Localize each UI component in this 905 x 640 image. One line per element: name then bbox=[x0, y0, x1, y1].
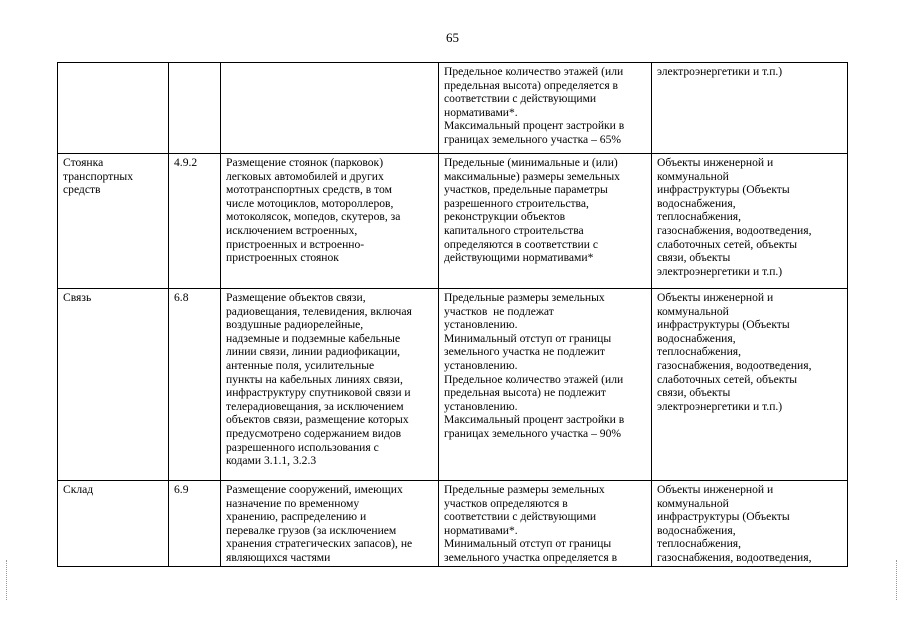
table-row bbox=[58, 154, 848, 289]
infrastructure-objects bbox=[652, 481, 848, 567]
cell-line: Размещение стоянок (парковок) bbox=[226, 156, 384, 169]
cell-line: теплоснабжения, bbox=[657, 345, 742, 359]
cell-line: газоснабжения, водоотведения, bbox=[657, 223, 812, 237]
cell-line: определяются в соответствии с bbox=[444, 237, 598, 251]
cell-line: Минимальный отступ от границы bbox=[444, 331, 612, 345]
cell-line: установлению. bbox=[444, 399, 518, 413]
cell-line: установлению. bbox=[444, 318, 518, 332]
use-type-code bbox=[169, 154, 221, 289]
use-type-description bbox=[221, 481, 439, 567]
use-type-code-text: 6.8 bbox=[174, 291, 189, 304]
cell-line: инфраструктуры (Объекты bbox=[657, 183, 790, 197]
use-type-name-text: Связь bbox=[63, 291, 92, 304]
cell-line: Размещение объектов связи, bbox=[226, 291, 366, 304]
cell-line: Максимальный процент застройки в bbox=[444, 413, 625, 427]
limit-parameters bbox=[439, 289, 652, 481]
cell-line: связи, объекты bbox=[657, 251, 731, 265]
cell-line: Предельные размеры земельных bbox=[444, 483, 605, 496]
use-type-name bbox=[58, 63, 169, 154]
cell-line: мототранспортных средств, в том bbox=[226, 183, 392, 197]
use-type-code-text: 6.9 bbox=[174, 483, 189, 496]
use-type-code-text: 4.9.2 bbox=[174, 156, 198, 169]
cell-line: электроэнергетики и т.п.) bbox=[657, 399, 783, 413]
cell-line: Объекты инженерной и bbox=[657, 291, 774, 304]
cell-line: предельная высота) определяется в bbox=[444, 78, 619, 92]
cell-line: инфраструктуры (Объекты bbox=[657, 510, 790, 524]
infrastructure-objects bbox=[652, 289, 848, 481]
cell-line: слаботочных сетей, объекты bbox=[657, 237, 798, 251]
use-type-description bbox=[221, 289, 439, 481]
use-type-code bbox=[169, 481, 221, 567]
cell-line: теплоснабжения, bbox=[657, 537, 742, 551]
cell-line: действующими нормативами* bbox=[444, 251, 594, 265]
use-type-name bbox=[58, 481, 169, 567]
cell-line: нормативами*. bbox=[444, 523, 518, 537]
cell-line: связи, объекты bbox=[657, 386, 731, 400]
cell-line: Размещение сооружений, имеющих bbox=[226, 483, 403, 496]
cell-line: земельного участка определяется в bbox=[444, 550, 618, 564]
cell-line: предельная высота) не подлежит bbox=[444, 386, 606, 400]
cell-line: надземные и подземные кабельные bbox=[226, 331, 401, 345]
cell-line: назначение по временному bbox=[226, 496, 360, 510]
use-type-code bbox=[169, 289, 221, 481]
cell-line: максимальные) размеры земельных bbox=[444, 169, 620, 183]
cell-line: коммунальной bbox=[657, 169, 729, 183]
use-type-name bbox=[58, 154, 169, 289]
cell-line: хранению, распределению и bbox=[226, 510, 367, 524]
cell-line: объектов связи, размещение которых bbox=[226, 413, 409, 427]
cell-line: участков не подлежат bbox=[444, 304, 554, 318]
page-number: 65 bbox=[446, 30, 459, 45]
cell-line: водоснабжения, bbox=[657, 523, 736, 537]
cell-line: Объекты инженерной и bbox=[657, 483, 774, 496]
table-body bbox=[58, 63, 848, 567]
cell-line: являющихся частями bbox=[226, 550, 331, 564]
cell-line: границах земельного участка – 65% bbox=[444, 132, 622, 146]
use-type-code bbox=[169, 63, 221, 154]
cell-line: Объекты инженерной и bbox=[657, 156, 774, 169]
use-type-description bbox=[221, 63, 439, 154]
cell-line: разрешенного использования с bbox=[226, 440, 379, 454]
cell-line: кодами 3.1.1, 3.2.3 bbox=[226, 454, 317, 468]
cell-line: Предельное количество этажей (или bbox=[444, 372, 624, 386]
cell-line: коммунальной bbox=[657, 304, 729, 318]
use-type-name bbox=[58, 289, 169, 481]
infrastructure-objects bbox=[652, 154, 848, 289]
cell-line: предусмотрено содержанием видов bbox=[226, 426, 402, 440]
cell-line: инфраструктуру спутниковой связи и bbox=[226, 386, 411, 400]
cell-line: инфраструктуры (Объекты bbox=[657, 318, 790, 332]
cell-line: газоснабжения, водоотведения, bbox=[657, 550, 812, 564]
cell-line: капитального строительства bbox=[444, 223, 584, 237]
cell-line: участков определяются в bbox=[444, 496, 568, 510]
cell-line: легковых автомобилей и других bbox=[226, 169, 384, 183]
cell-line: телерадиовещания, за исключением bbox=[226, 399, 404, 413]
use-type-name-text: Стоянка транспортных средств bbox=[63, 156, 134, 197]
cell-line: участков, предельные параметры bbox=[444, 183, 608, 197]
table-row bbox=[58, 63, 848, 154]
cell-line: земельного участка не подлежит bbox=[444, 345, 605, 359]
scan-margin-mark bbox=[896, 560, 899, 600]
cell-line: перевалке грузов (за исключением bbox=[226, 523, 397, 537]
use-type-name-text: Склад bbox=[63, 483, 94, 496]
cell-line: Минимальный отступ от границы bbox=[444, 537, 612, 551]
cell-line: слаботочных сетей, объекты bbox=[657, 372, 798, 386]
cell-line: пристроенных стоянок bbox=[226, 251, 339, 265]
use-type-description bbox=[221, 154, 439, 289]
scan-margin-mark bbox=[6, 560, 9, 600]
cell-line: водоснабжения, bbox=[657, 331, 736, 345]
table-row bbox=[58, 481, 848, 567]
cell-line: границах земельного участка – 90% bbox=[444, 426, 622, 440]
cell-line: хранения стратегических запасов), не bbox=[226, 537, 413, 551]
cell-line: коммунальной bbox=[657, 496, 729, 510]
cell-line: Предельные размеры земельных bbox=[444, 291, 605, 304]
cell-line: числе мотоциклов, мотороллеров, bbox=[226, 196, 394, 210]
cell-line: газоснабжения, водоотведения, bbox=[657, 358, 812, 372]
zoning-table bbox=[57, 62, 848, 567]
cell-line: антенные поля, усилительные bbox=[226, 358, 375, 372]
cell-line: водоснабжения, bbox=[657, 196, 736, 210]
cell-line: пункты на кабельных линиях связи, bbox=[226, 372, 403, 386]
limit-parameters bbox=[439, 63, 652, 154]
cell-line: линии связи, линии радиофикации, bbox=[226, 345, 401, 359]
cell-line: Максимальный процент застройки в bbox=[444, 119, 625, 133]
limit-parameters bbox=[439, 481, 652, 567]
limit-parameters bbox=[439, 154, 652, 289]
cell-line: Предельное количество этажей (или bbox=[444, 65, 624, 78]
cell-line: реконструкции объектов bbox=[444, 210, 566, 224]
cell-line: установлению. bbox=[444, 358, 518, 372]
cell-line: мотоколясок, мопедов, скутеров, за bbox=[226, 210, 401, 224]
cell-line: разрешенного строительства, bbox=[444, 196, 589, 210]
cell-line: теплоснабжения, bbox=[657, 210, 742, 224]
cell-line: Предельные (минимальные и (или) bbox=[444, 156, 618, 169]
cell-line: электроэнергетики и т.п.) bbox=[657, 65, 783, 78]
cell-line: соответствии с действующими bbox=[444, 510, 597, 524]
cell-line: нормативами*. bbox=[444, 105, 518, 119]
cell-line: радиовещания, телевидения, включая bbox=[226, 304, 412, 318]
cell-line: соответствии с действующими bbox=[444, 92, 597, 106]
table-row bbox=[58, 289, 848, 481]
cell-line: электроэнергетики и т.п.) bbox=[657, 264, 783, 278]
infrastructure-objects bbox=[652, 63, 848, 154]
cell-line: исключением встроенных, bbox=[226, 223, 358, 237]
cell-line: воздушные радиорелейные, bbox=[226, 318, 364, 332]
cell-line: пристроенных и встроенно- bbox=[226, 237, 365, 251]
